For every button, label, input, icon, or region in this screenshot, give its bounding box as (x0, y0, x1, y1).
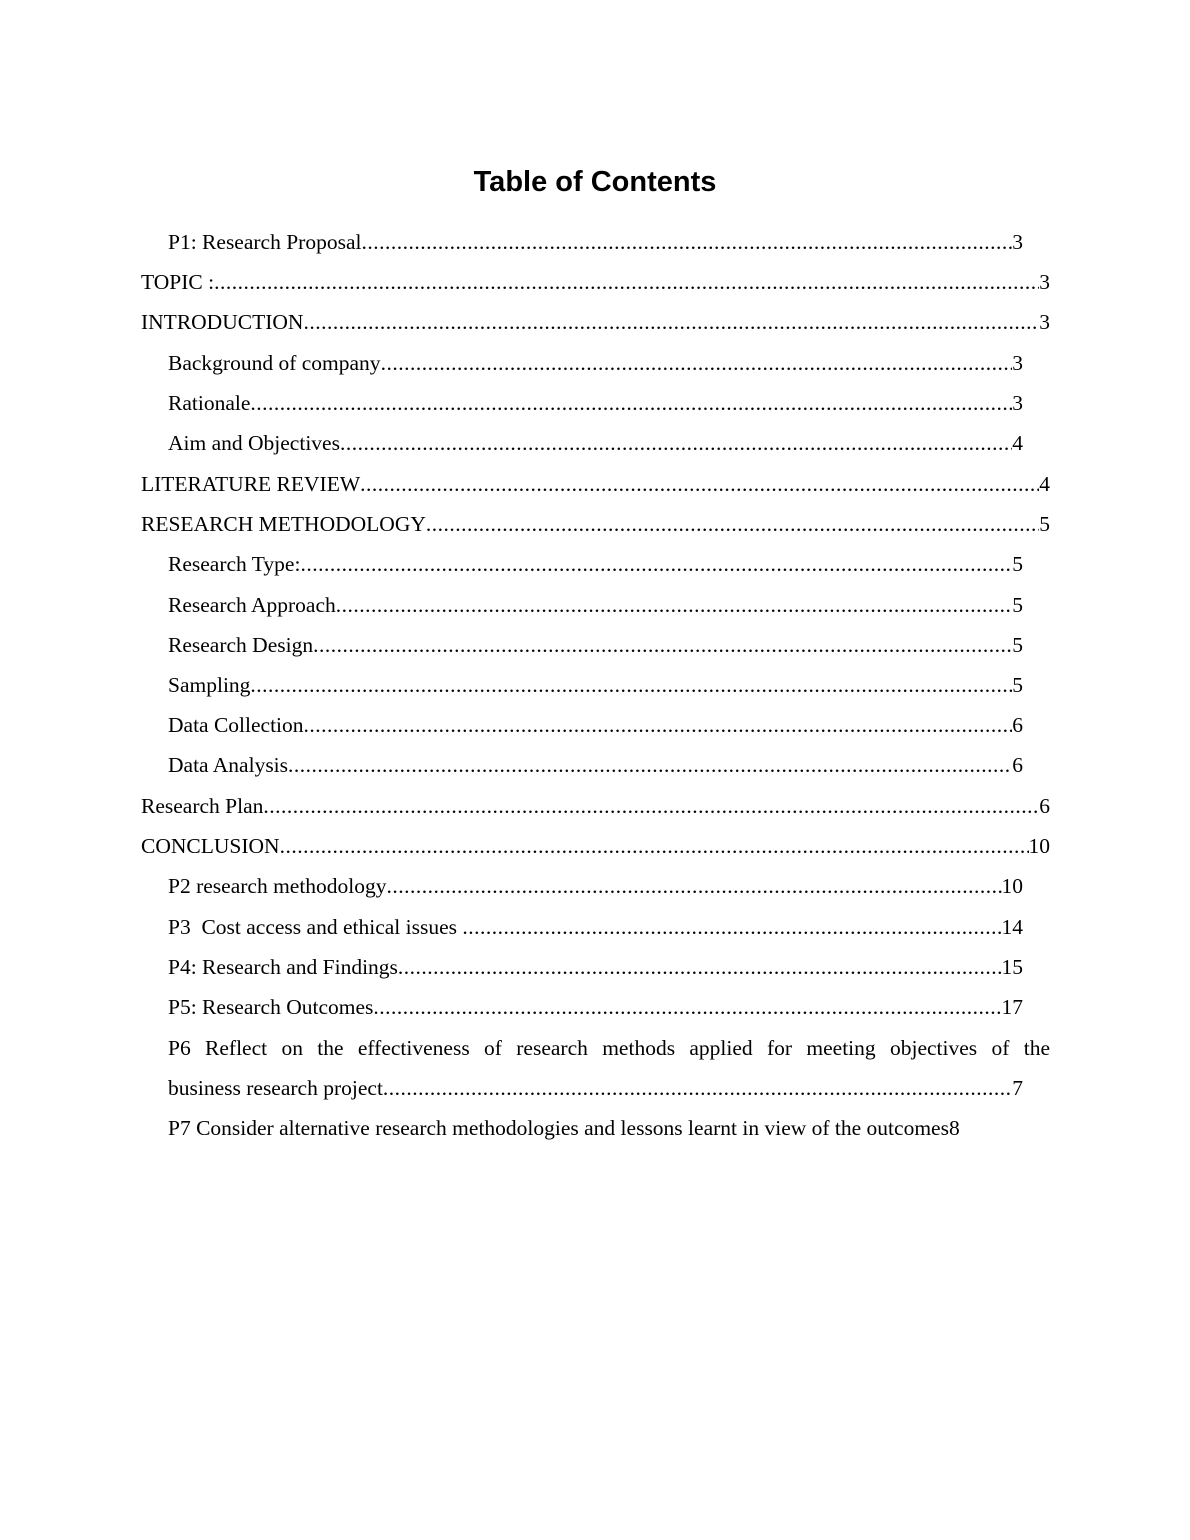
toc-entry-p3-cost-access-ethical-issues[interactable] (168, 907, 1023, 947)
toc-page-number: 6 (1012, 713, 1023, 737)
toc-entry-label: TOPIC : (141, 270, 215, 294)
toc-entry-background-of-company[interactable] (168, 343, 1023, 383)
toc-leader-dots (263, 786, 1039, 826)
toc-entry-label: Research Approach (168, 593, 336, 617)
toc-page-number: 14 (1001, 915, 1023, 939)
toc-entry-conclusion[interactable] (141, 826, 1050, 866)
toc-entry-p4-research-and-findings[interactable] (168, 947, 1023, 987)
toc-leader-dots (340, 423, 1012, 463)
toc-page-number: 3 (1012, 230, 1023, 254)
toc-entry-continuation (168, 1068, 1023, 1108)
toc-entry-data-analysis[interactable] (168, 745, 1023, 785)
toc-entry-research-plan[interactable] (141, 786, 1050, 826)
toc-leader-dots (214, 262, 1039, 302)
toc-entry-p1-research-proposal[interactable] (168, 222, 1023, 262)
toc-entry-label: Rationale (168, 391, 251, 415)
toc-leader-dots (303, 302, 1039, 342)
toc-leader-dots (381, 343, 1013, 383)
toc-entry-research-methodology[interactable] (141, 504, 1050, 544)
toc-page-number: 5 (1012, 593, 1023, 617)
toc-page-number: 6 (1039, 794, 1050, 818)
toc-page-number: 10 (1028, 834, 1050, 858)
toc-leader-dots (383, 1068, 1012, 1108)
toc-entry-label: RESEARCH METHODOLOGY (141, 512, 426, 536)
toc-leader-dots (462, 907, 1001, 947)
toc-entry-label: Research Design (168, 633, 314, 657)
toc-page-number: 8 (948, 1116, 960, 1140)
toc-page-number: 5 (1012, 552, 1023, 576)
toc-leader-dots (426, 504, 1039, 544)
toc-entry-label: CONCLUSION (141, 834, 280, 858)
toc-entry-data-collection[interactable] (168, 705, 1023, 745)
toc-entry-label: Data Collection (168, 713, 304, 737)
toc-leader-dots (313, 625, 1012, 665)
toc-leader-dots (387, 866, 1002, 906)
toc-entry-label: INTRODUCTION (141, 310, 304, 334)
toc-entry-label: P1: Research Proposal (168, 230, 362, 254)
toc-page-number: 7 (1012, 1076, 1023, 1100)
toc-entry-label: P3 Cost access and ethical issues (168, 915, 463, 939)
toc-entry-label: P5: Research Outcomes (168, 995, 374, 1019)
toc-entry-research-approach[interactable] (168, 585, 1023, 625)
toc-entry-introduction[interactable] (141, 302, 1050, 342)
toc-leader-dots (398, 947, 1002, 987)
toc-entry-sampling[interactable] (168, 665, 1023, 705)
toc-leader-dots (360, 464, 1039, 504)
toc-entry-label: P2 research methodology (168, 874, 387, 898)
toc-entry-label: Research Plan (141, 794, 264, 818)
toc-page-number: 15 (1001, 955, 1023, 979)
toc-entry-label: Research Type: (168, 552, 301, 576)
toc-entry-rationale[interactable] (168, 383, 1023, 423)
toc-entry-p5-research-outcomes[interactable] (168, 987, 1023, 1027)
toc-page-number: 5 (1012, 633, 1023, 657)
toc-page-number: 4 (1012, 431, 1023, 455)
toc-page-number: 6 (1012, 753, 1023, 777)
toc-leader-dots (250, 665, 1012, 705)
toc-page-number: 3 (1039, 270, 1050, 294)
toc-page-number: 3 (1012, 351, 1023, 375)
toc-leader-dots (300, 544, 1012, 584)
toc-entry-p2-research-methodology[interactable] (168, 866, 1023, 906)
toc-leader-dots (280, 826, 1029, 866)
toc-leader-dots (250, 383, 1012, 423)
toc-entry-label: Aim and Objectives (168, 431, 340, 455)
toc-entry-label: Sampling (168, 673, 251, 697)
toc-entry-label: LITERATURE REVIEW (141, 472, 361, 496)
toc-entry-p6-reflect-on-effectiveness[interactable] (168, 1028, 1050, 1108)
toc-entry-aim-and-objectives[interactable] (168, 423, 1023, 463)
toc-entry-topic[interactable] (141, 262, 1050, 302)
toc-entry-label: P7 Consider alternative research methodologies and lessons learnt in view of the outcomes (168, 1116, 949, 1140)
toc-entry-label: Data Analysis (168, 753, 289, 777)
toc-leader-dots (288, 745, 1012, 785)
page-title: Table of Contents (473, 166, 717, 198)
toc-page-number: 5 (1039, 512, 1050, 536)
toc-entry-label: P6 Reflect on the effectiveness of research methods applied for meeting objectives of the (168, 1036, 1050, 1060)
toc-leader-dots (373, 987, 1001, 1027)
toc-page-number: 17 (1001, 995, 1023, 1019)
toc-entry-label: Background of company (168, 351, 381, 375)
toc-page-number: 10 (1001, 874, 1023, 898)
toc-page-number: 4 (1039, 472, 1050, 496)
toc-leader-dots (304, 705, 1013, 745)
toc-entry-literature-review[interactable] (141, 464, 1050, 504)
toc-entry-label: P4: Research and Findings (168, 955, 398, 979)
toc-entry-research-design[interactable] (168, 625, 1023, 665)
toc-entry-label-continued: business research project (168, 1076, 383, 1100)
toc-page-number: 3 (1039, 310, 1050, 334)
toc-page-number: 5 (1012, 673, 1023, 697)
toc-leader-dots (336, 585, 1013, 625)
toc-entry-research-type[interactable] (168, 544, 1023, 584)
toc-leader-dots (361, 222, 1012, 262)
toc-page-number: 3 (1012, 391, 1023, 415)
toc-entry-p7-alternative-methodologies[interactable] (168, 1108, 1050, 1148)
